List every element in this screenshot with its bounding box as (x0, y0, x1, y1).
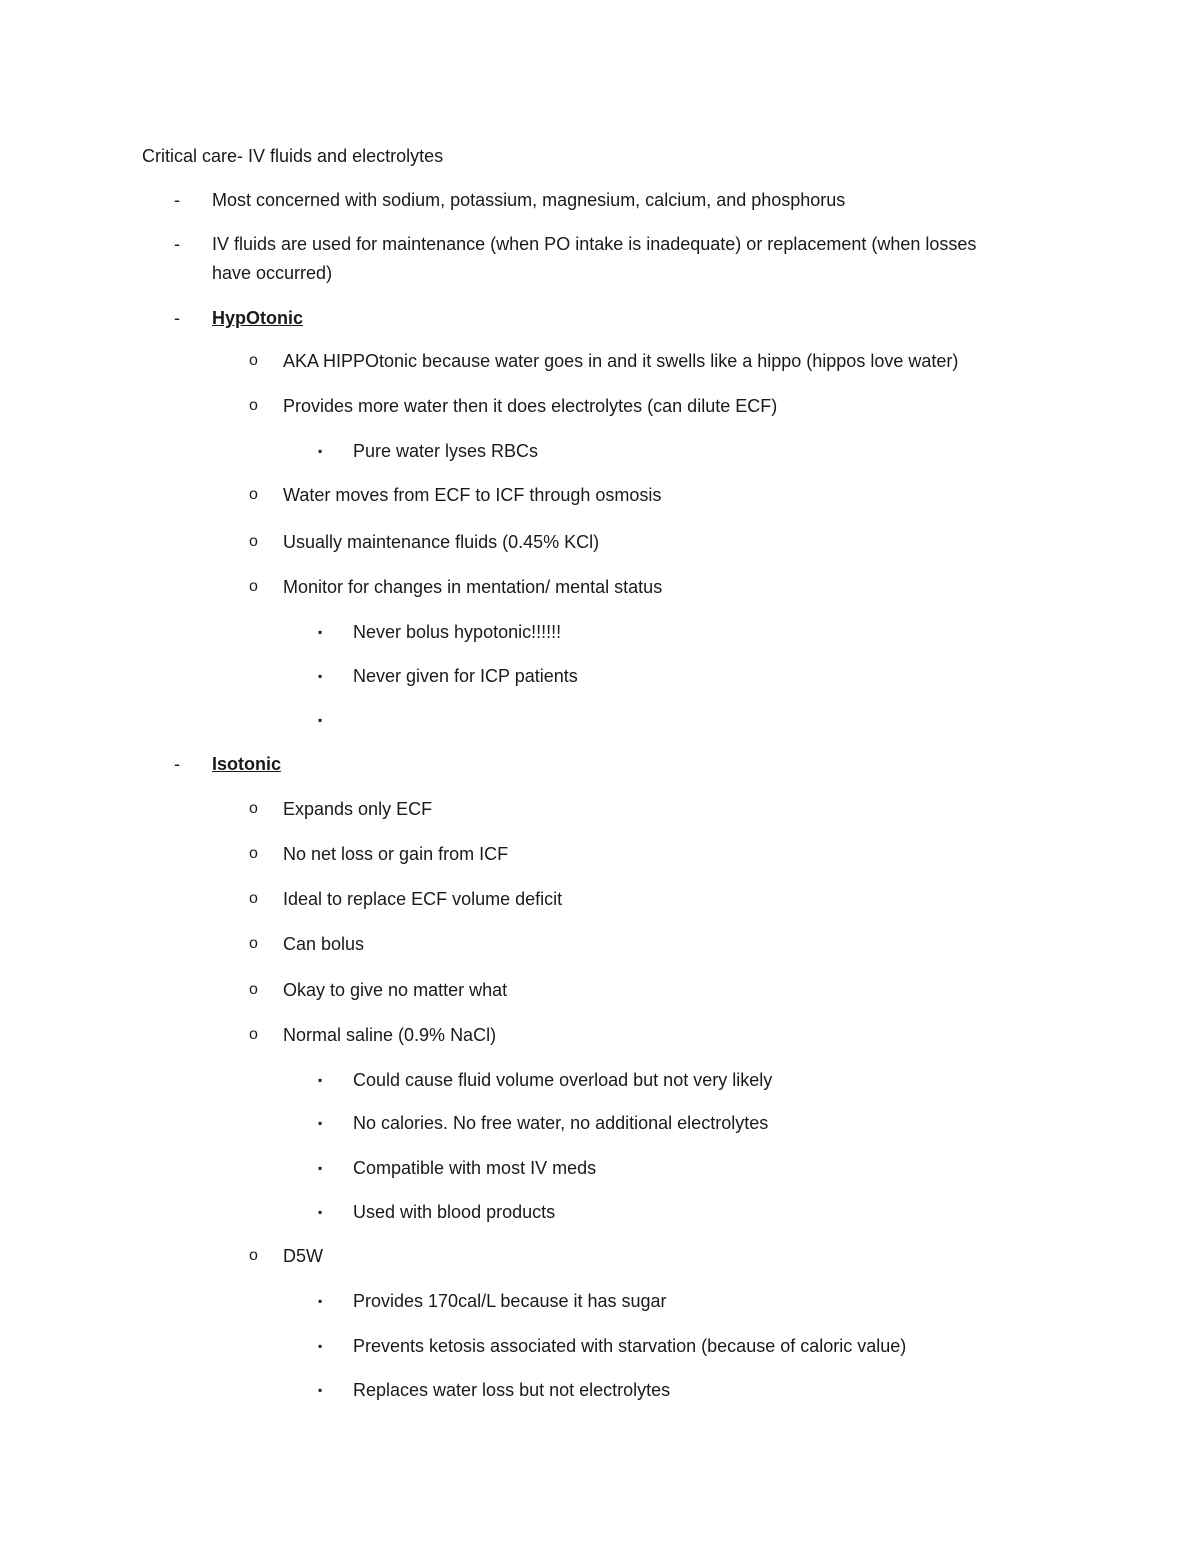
list-item: IV fluids are used for maintenance (when PO intake is inadequate) or replacement (when losses (212, 234, 977, 254)
list-item: Compatible with most IV meds (353, 1158, 597, 1178)
square-bullet: ▪ (318, 1116, 323, 1130)
circle-bullet: o (249, 800, 258, 817)
list-item: Pure water lyses RBCs (353, 441, 539, 461)
square-bullet: ▪ (318, 1073, 323, 1087)
square-bullet: ▪ (318, 1161, 323, 1175)
list-item: Expands only ECF (283, 799, 433, 819)
circle-bullet: o (249, 845, 258, 862)
dash-bullet: - (174, 234, 180, 254)
list-item: Okay to give no matter what (283, 980, 508, 1000)
list-item: Provides more water then it does electrolytes (can dilute ECF) (283, 396, 778, 416)
document-title: Critical care- IV fluids and electrolytes (142, 146, 444, 166)
circle-bullet: o (249, 578, 258, 595)
list-item: No calories. No free water, no additional electrolytes (353, 1113, 769, 1133)
list-item: Most concerned with sodium, potassium, magnesium, calcium, and phosphorus (212, 190, 846, 210)
circle-bullet: o (249, 352, 258, 369)
list-item: Water moves from ECF to ICF through osmosis (283, 485, 662, 505)
dash-bullet: - (174, 190, 180, 210)
list-item: Can bolus (283, 934, 365, 954)
square-bullet: ▪ (318, 625, 323, 639)
list-item: Usually maintenance fluids (0.45% KCl) (283, 532, 600, 552)
list-item: Never bolus hypotonic!!!!!! (353, 622, 562, 642)
list-item: D5W (283, 1246, 323, 1266)
list-item-continuation: have occurred) (212, 263, 333, 283)
circle-bullet: o (249, 1247, 258, 1264)
circle-bullet: o (249, 533, 258, 550)
square-bullet: ▪ (318, 1339, 323, 1353)
circle-bullet: o (249, 397, 258, 414)
list-item: No net loss or gain from ICF (283, 844, 509, 864)
list-item: Monitor for changes in mentation/ mental status (283, 577, 663, 597)
square-bullet: ▪ (318, 1383, 323, 1397)
square-bullet: ▪ (318, 1205, 323, 1219)
circle-bullet: o (249, 981, 258, 998)
circle-bullet: o (249, 890, 258, 907)
circle-bullet: o (249, 1026, 258, 1043)
square-bullet: ▪ (318, 444, 323, 458)
square-bullet: ▪ (318, 669, 323, 683)
circle-bullet: o (249, 935, 258, 952)
circle-bullet: o (249, 486, 258, 503)
list-item: Provides 170cal/L because it has sugar (353, 1291, 667, 1311)
dash-bullet: - (174, 754, 180, 774)
list-item: Could cause fluid volume overload but not very likely (353, 1070, 773, 1090)
list-item: Normal saline (0.9% NaCl) (283, 1025, 497, 1045)
list-item: Prevents ketosis associated with starvation (because of caloric value) (353, 1336, 907, 1356)
list-item: Never given for ICP patients (353, 666, 578, 686)
section-heading-hypotonic: HypOtonic (212, 308, 304, 328)
list-item: AKA HIPPOtonic because water goes in and it swells like a hippo (hippos love water) (283, 351, 959, 371)
list-item: Ideal to replace ECF volume deficit (283, 889, 563, 909)
section-heading-isotonic: Isotonic (212, 754, 282, 774)
list-item: Replaces water loss but not electrolytes (353, 1380, 671, 1400)
dash-bullet: - (174, 308, 180, 328)
square-bullet: ▪ (318, 713, 323, 727)
square-bullet: ▪ (318, 1294, 323, 1308)
list-item: Used with blood products (353, 1202, 556, 1222)
